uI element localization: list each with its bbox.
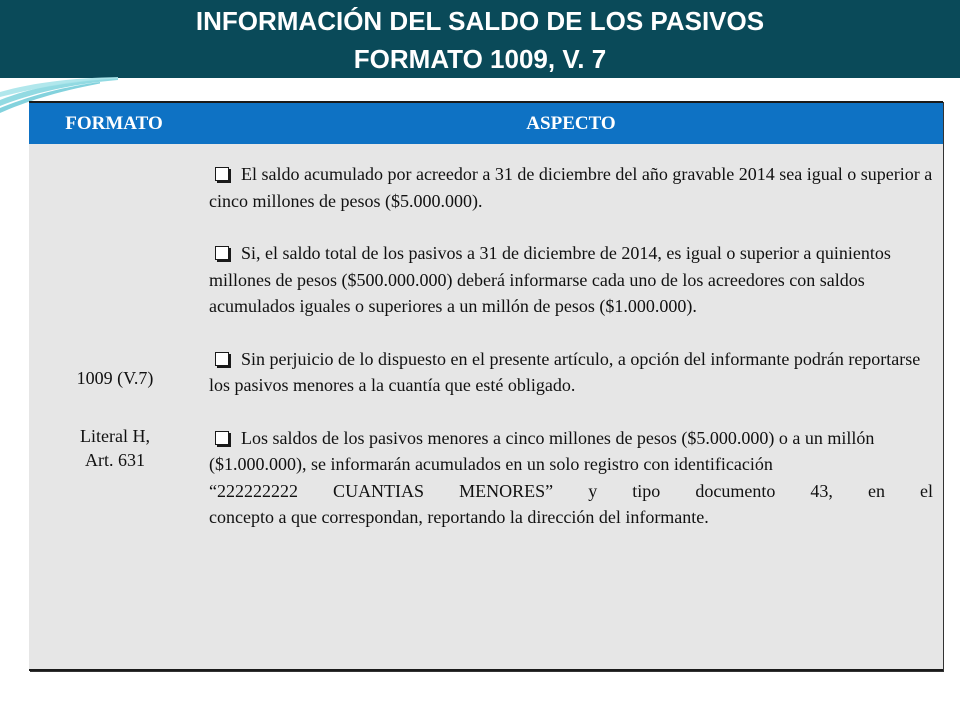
bullet-text: Si, el saldo total de los pasivos a 31 de diciembre de 2014, es igual o superior a quinientos millones de pesos ($500.000.000) deberá informarse cada uno de los acreedores con saldos acumulados iguales o superiores a un millón de pesos ($1.000.000). [209,243,891,316]
aspect-cell [209,161,933,531]
column-header-formato: FORMATO [65,113,163,134]
format-reference: Literal H, Art. 631 [80,426,150,470]
table-bottom-border [29,669,943,671]
bullet-text: Sin perjuicio de lo dispuesto en el presente artículo, a opción del informante podrán reportarse los pasivos menores a la cuantía que esté obligado. [209,348,921,395]
checkbox-bullet-icon [215,167,229,181]
page-title: INFORMACIÓN DEL SALDO DE LOS PASIVOS [195,6,765,36]
bullet-text: El saldo acumulado por acreedor a 31 de diciembre del año gravable 2014 sea igual o superior a cinco millones de pesos ($5.000.000). [209,164,933,211]
checkbox-bullet-icon [215,431,229,445]
bullet-continuation-line: concepto a que correspondan, reportando la dirección del informante. [209,507,709,527]
aspect-bullet-4 [209,425,933,531]
page-subtitle: FORMATO 1009, V. 7 [353,44,607,74]
title-bar [0,0,960,78]
format-table [29,101,943,671]
aspect-bullet-1 [209,161,933,214]
checkbox-bullet-icon [215,352,229,366]
aspect-bullet-2 [209,240,933,320]
checkbox-bullet-icon [215,246,229,260]
bullet-text: Los saldos de los pasivos menores a cinco millones de pesos ($5.000.000) o a un millón ($1.000.000), se informarán acumulados en un solo registro con identificación [209,427,875,474]
aspect-bullet-3 [209,346,933,399]
format-cell [29,144,201,669]
bullet-continuation-line: “222222222 CUANTIAS MENORES” y tipo documento 43, en el [209,480,933,501]
format-code: 1009 (V.7) [76,368,154,388]
table-header-row [29,101,943,144]
column-header-aspecto: ASPECTO [526,113,616,134]
